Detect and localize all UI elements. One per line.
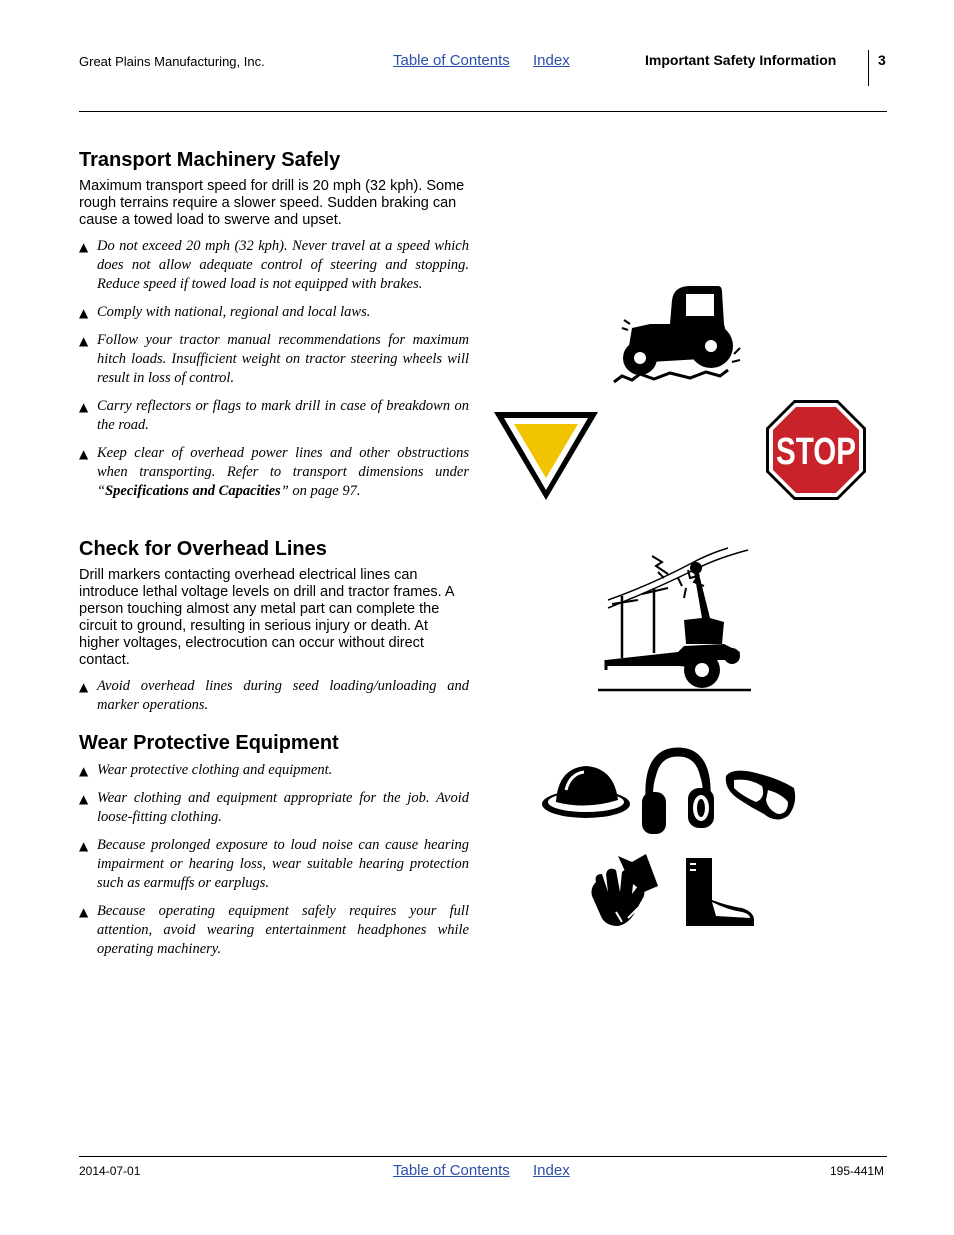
footer-rule (79, 1156, 887, 1157)
page-number: 3 (878, 52, 886, 68)
safety-boot-icon (682, 856, 756, 928)
stop-text: STOP (776, 431, 856, 473)
warning-triangle-icon: ▲ (79, 240, 89, 254)
list-item: ▲ Wear protective clothing and equipment. (79, 761, 469, 780)
section-overhead-lines (79, 537, 469, 724)
list-item: ▲ Because operating equipment safely requires your full attention, avoid wearing entertainment headphones while operating machinery. (79, 903, 469, 957)
warning-triangle-icon: ▲ (79, 839, 89, 853)
company-name: Great Plains Manufacturing, Inc. (79, 54, 265, 69)
list-item: ▲ Do not exceed 20 mph (32 kph). Never travel at a speed which does not allow adequate control of steering and stopping. Reduce speed if towed load is not equipped with brakes. (79, 238, 469, 292)
list-item: ▲ Follow your tractor manual recommendations for maximum hitch loads. Insufficient weight on tractor steering wheels will result in loss of control. (79, 332, 469, 386)
header-index-link[interactable]: Index (533, 52, 570, 69)
gloves-icon (588, 852, 660, 930)
footer-date: 2014-07-01 (79, 1164, 141, 1178)
warning-triangle-icon: ▲ (79, 680, 89, 694)
stop-sign-icon (764, 398, 868, 502)
section-intro: Drill markers contacting overhead electrical lines can introduce lethal voltage levels on drill and tractor frames. A person touching almost any metal part can complete the circuit to ground, resulting in serious injury or death. At higher voltages, electrocution can occur without direct contact. (79, 567, 454, 668)
list-item: ▲ Comply with national, regional and local laws. (79, 303, 469, 322)
header-divider (868, 50, 869, 86)
section-heading: Check for Overhead Lines (79, 538, 327, 560)
section-protective-equipment (79, 731, 469, 968)
header-rule (79, 111, 887, 112)
list-item: ▲ Avoid overhead lines during seed loading/unloading and marker operations. (79, 678, 469, 713)
document-number: 195-441M (830, 1164, 885, 1178)
yield-sign-icon (492, 410, 600, 502)
tractor-rough-terrain-icon (610, 280, 745, 385)
section-heading: Transport Machinery Safely (79, 149, 341, 171)
warning-triangle-icon: ▲ (79, 905, 89, 919)
warning-triangle-icon: ▲ (79, 400, 89, 414)
section-transport (79, 148, 469, 510)
list-item: ▲ Because prolonged exposure to loud noise can cause hearing impairment or hearing loss, wear suitable hearing protection such as earmuffs or earplugs. (79, 837, 469, 891)
earmuffs-icon (640, 748, 716, 836)
list-item: ▲ Wear clothing and equipment appropriate for the job. Avoid loose-fitting clothing. (79, 790, 469, 825)
section-intro: Maximum transport speed for drill is 20 mph (32 kph). Some rough terrains require a slower speed. Sudden braking can cause a towed load to swerve and upset. (79, 178, 465, 228)
header-toc-link[interactable]: Table of Contents (393, 52, 510, 69)
footer-index-link[interactable]: Index (533, 1162, 570, 1179)
section-heading: Wear Protective Equipment (79, 732, 339, 754)
overhead-power-lines-icon (598, 548, 754, 693)
footer-toc-link[interactable]: Table of Contents (393, 1162, 510, 1179)
warning-triangle-icon: ▲ (79, 764, 89, 778)
warning-triangle-icon: ▲ (79, 306, 89, 320)
warning-triangle-icon: ▲ (79, 447, 89, 461)
list-item: ▲ Keep clear of overhead power lines and other obstructions when transporting. Refer to transport dimensions under “Specifications and Capacities” on page 97. (79, 445, 469, 499)
warning-triangle-icon: ▲ (79, 792, 89, 806)
safety-goggles-icon (722, 766, 798, 826)
list-item: ▲ Carry reflectors or flags to mark drill in case of breakdown on the road. (79, 398, 469, 433)
spec-reference: Specifications and Capacities (105, 483, 281, 499)
warning-triangle-icon: ▲ (79, 334, 89, 348)
section-title-header: Important Safety Information (645, 52, 837, 68)
hard-hat-icon (540, 760, 632, 822)
